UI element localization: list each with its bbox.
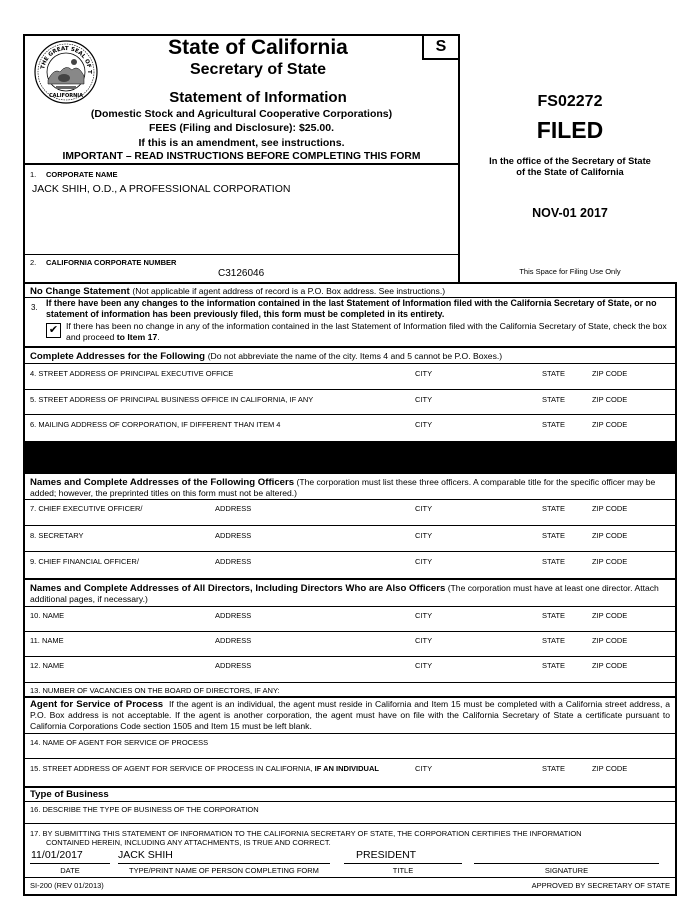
svg-text:THE GREAT SEAL OF THE STATE OF: THE GREAT SEAL OF T <box>40 45 93 74</box>
city-label: CITY <box>415 420 433 429</box>
divider <box>23 696 677 698</box>
addresses-title: Complete Addresses for the Following <box>30 351 206 362</box>
row-label: 6. MAILING ADDRESS OF CORPORATION, IF DIFFERENT THAN ITEM 4 <box>30 420 281 429</box>
item15-bold: IF AN INDIVIDUAL <box>314 764 379 773</box>
row-label: 10. NAME <box>30 611 65 620</box>
agent-title: Agent for Service of Process <box>30 699 164 710</box>
vacancies-field[interactable]: 13. NUMBER OF VACANCIES ON THE BOARD OF DIRECTORS, IF ANY: <box>30 686 280 695</box>
name-line <box>118 863 330 864</box>
state-title: State of California <box>168 36 348 59</box>
name-label: TYPE/PRINT NAME OF PERSON COMPLETING FORM <box>129 866 319 875</box>
divider <box>23 631 677 632</box>
no-change-checkbox-text <box>66 321 668 343</box>
fees-line: FEES (Filing and Disclosure): $25.00. <box>149 122 334 134</box>
row-label: 7. CHIEF EXECUTIVE OFFICER/ <box>30 504 143 513</box>
certify-text-line1: 17. BY SUBMITTING THIS STATEMENT OF INFORMATION TO THE CALIFORNIA SECRETARY OF STATE, THE CORPORATION CERTIFIES THE INFORMATION <box>30 829 582 838</box>
city-label: CITY <box>415 531 433 540</box>
row-label: 9. CHIEF FINANCIAL OFFICER/ <box>30 557 139 566</box>
no-change-heading <box>30 286 445 297</box>
address-label: ADDRESS <box>215 531 252 540</box>
no-change-title: No Change Statement <box>30 286 130 297</box>
checkbox-text-a: If there has been no change in any of the information contained in the last Statement of Information filed with the California Secretary of State, check the box and proceed <box>66 321 667 342</box>
form-id: SI-200 (REV 01/2013) <box>30 881 104 890</box>
divider <box>23 682 677 683</box>
divider <box>23 254 460 255</box>
statement-subtitle: (Domestic Stock and Agricultural Cooperative Corporations) <box>90 108 393 120</box>
s-box: S <box>422 34 460 60</box>
state-label: STATE <box>542 661 566 670</box>
divider <box>23 606 677 607</box>
title-label: TITLE <box>392 866 414 875</box>
state-label: STATE <box>542 504 566 513</box>
divider <box>23 389 677 390</box>
divider <box>23 525 677 526</box>
row-label: 12. NAME <box>30 661 65 670</box>
zip-label: ZIP CODE <box>592 661 628 670</box>
divider <box>23 414 677 415</box>
filing-space-note: This Space for Filing Use Only <box>519 267 621 276</box>
agent-heading <box>30 699 670 732</box>
filed-stamp: FILED <box>536 117 604 143</box>
officers-title: Names and Complete Addresses of the Following Officers <box>30 477 295 488</box>
city-label: CITY <box>415 636 433 645</box>
state-label: STATE <box>542 636 566 645</box>
address-label: ADDRESS <box>215 504 252 513</box>
date-label: DATE <box>60 866 80 875</box>
filing-office-line2: of the State of California <box>516 167 624 177</box>
agent-address-label <box>30 764 379 773</box>
city-label: CITY <box>415 504 433 513</box>
secretary-title: Secretary of State <box>189 61 327 78</box>
signature-label: SIGNATURE <box>544 866 589 875</box>
officers-heading <box>30 477 670 499</box>
agent-name-field[interactable]: 14. NAME OF AGENT FOR SERVICE OF PROCESS <box>30 738 209 747</box>
corporate-number-label: CALIFORNIA CORPORATE NUMBER <box>46 258 177 267</box>
item2-num: 2. <box>30 258 37 267</box>
corporate-number-value[interactable]: C3126046 <box>218 268 265 279</box>
zip-label: ZIP CODE <box>592 611 628 620</box>
divider <box>23 656 677 657</box>
divider <box>23 551 677 552</box>
divider <box>23 786 677 788</box>
address-label: ADDRESS <box>215 636 252 645</box>
state-label: STATE <box>542 395 566 404</box>
title-line <box>344 863 462 864</box>
approved-note: APPROVED BY SECRETARY OF STATE <box>531 881 670 890</box>
row-label: 5. STREET ADDRESS OF PRINCIPAL BUSINESS OFFICE IN CALIFORNIA, IF ANY <box>30 395 314 404</box>
row-label: 8. SECRETARY <box>30 531 84 540</box>
amendment-line: If this is an amendment, see instructions. <box>138 137 345 149</box>
important-line: IMPORTANT – READ INSTRUCTIONS BEFORE COMPLETING THIS FORM <box>62 151 421 162</box>
divider <box>23 163 460 165</box>
zip-label: ZIP CODE <box>592 557 628 566</box>
zip-label: ZIP CODE <box>592 764 628 773</box>
row-label: 4. STREET ADDRESS OF PRINCIPAL EXECUTIVE OFFICE <box>30 369 234 378</box>
filing-date: NOV-01 2017 <box>532 206 608 220</box>
row-label: 11. NAME <box>30 636 64 645</box>
corporate-name-label: CORPORATE NAME <box>46 170 118 179</box>
seal-icon <box>34 40 98 104</box>
address-label: ADDRESS <box>215 661 252 670</box>
statement-title: Statement of Information <box>169 89 347 106</box>
addresses-heading <box>30 351 502 362</box>
no-change-note: (Not applicable if agent address of record is a P.O. Box address. See instructions.) <box>132 286 446 296</box>
city-label: CITY <box>415 611 433 620</box>
city-label: CITY <box>415 557 433 566</box>
officers-note: (The corporation must list these three officers. A comparable title for the specific officer may be added; however, the preprinted titles on this form must not be altered.) <box>30 477 656 498</box>
divider <box>23 758 677 759</box>
zip-label: ZIP CODE <box>592 504 628 513</box>
city-label: CITY <box>415 369 433 378</box>
city-label: CITY <box>415 764 433 773</box>
state-label: STATE <box>542 557 566 566</box>
divider <box>23 877 677 878</box>
redaction-bar <box>23 441 677 474</box>
addresses-note: (Do not abbreviate the name of the city. Items 4 and 5 cannot be P.O. Boxes.) <box>207 351 503 361</box>
signature-line[interactable] <box>474 863 659 864</box>
divider <box>23 363 677 364</box>
state-label: STATE <box>542 764 566 773</box>
item3-text: If there have been any changes to the information contained in the last Statement of Information filed with the California Secretary of State, or no statement of information has been previously filed, this form must be completed in its entirety. <box>46 298 657 319</box>
directors-note: (The corporation must have at least one director. Attach additional pages, if necessary.) <box>30 583 659 604</box>
checkbox-text-b: to Item 17 <box>116 332 158 342</box>
item3-num: 3. <box>31 303 38 312</box>
divider <box>23 346 677 348</box>
date-line <box>30 863 110 864</box>
divider <box>23 499 677 500</box>
zip-label: ZIP CODE <box>592 369 628 378</box>
directors-heading <box>30 583 670 605</box>
address-label: ADDRESS <box>215 557 252 566</box>
divider <box>23 823 677 824</box>
city-label: CITY <box>415 661 433 670</box>
certify-title-value[interactable]: PRESIDENT <box>356 849 417 861</box>
state-label: STATE <box>542 531 566 540</box>
zip-label: ZIP CODE <box>592 420 628 429</box>
state-label: STATE <box>542 420 566 429</box>
svg-text:CALIFORNIA: CALIFORNIA <box>48 93 84 99</box>
divider <box>23 578 677 580</box>
directors-title: Names and Complete Addresses of All Directors, Including Directors Who are Also Officers <box>30 583 446 594</box>
divider <box>23 801 677 802</box>
divider <box>23 733 677 734</box>
zip-label: ZIP CODE <box>592 395 628 404</box>
filing-office-line1: In the office of the Secretary of State <box>489 156 651 166</box>
checkbox-text-c: . <box>157 332 160 342</box>
certify-date-value[interactable]: 11/01/2017 <box>31 849 83 861</box>
state-label: STATE <box>542 611 566 620</box>
certify-text-line2: CONTAINED HEREIN, INCLUDING ANY ATTACHMENTS, IS TRUE AND CORRECT. <box>46 838 331 847</box>
state-label: STATE <box>542 369 566 378</box>
corporate-name-value[interactable]: JACK SHIH, O.D., A PROFESSIONAL CORPORATION <box>32 183 291 195</box>
business-title: Type of Business <box>30 789 109 800</box>
agent-note: If the agent is an individual, the agent must reside in California and Item 15 must be completed with a California street address, a P.O. Box address is not acceptable. If the agent is another corporation, the agent must have on file with the California Secretary of State a certificate pursuant to California Corporations Code section 1505 and Item 15 must be left blank. <box>30 699 670 731</box>
filing-number: FS02272 <box>537 93 603 110</box>
zip-label: ZIP CODE <box>592 531 628 540</box>
certify-name-value[interactable]: JACK SHIH <box>118 849 173 861</box>
address-label: ADDRESS <box>215 611 252 620</box>
item15-text: 15. STREET ADDRESS OF AGENT FOR SERVICE OF PROCESS IN CALIFORNIA, <box>30 764 315 773</box>
business-type-field[interactable]: 16. DESCRIBE THE TYPE OF BUSINESS OF THE CORPORATION <box>30 805 259 814</box>
city-label: CITY <box>415 395 433 404</box>
no-change-checkbox[interactable]: ✔ <box>46 323 61 338</box>
item1-num: 1. <box>30 170 37 179</box>
zip-label: ZIP CODE <box>592 636 628 645</box>
